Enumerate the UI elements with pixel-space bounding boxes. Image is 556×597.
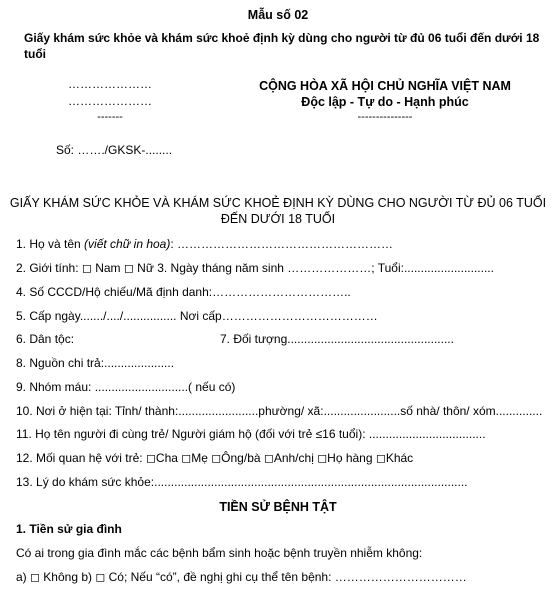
document-number: Số: ……./GKSK-........ [56, 143, 173, 157]
field-blood-type: 9. Nhóm máu: ............................( nếu có) [16, 380, 236, 394]
field-gender-dob-age: 2. Giới tính: ◻ Nam ◻ Nữ 3. Ngày tháng năm sinh …………………; Tuổi:........................... [16, 261, 494, 275]
document-title-line2: ĐẾN DƯỚI 18 TUỔI [220, 212, 336, 226]
agency-separator: ------- [97, 111, 123, 123]
section-title: TIỀN SỬ BỆNH TẬT [219, 500, 337, 514]
field-id-number: 4. Số CCCD/Hộ chiếu/Mã định danh:…………………………….. [16, 285, 351, 299]
form-subtitle-line1: Giấy khám sức khỏe và khám sức khoẻ định kỳ dùng cho người từ đủ 06 tuổi đến dưới 18 [24, 31, 540, 45]
field-payment-source: 8. Nguồn chi trả:..................... [16, 356, 175, 370]
field-full-name-hint: (viết chữ in hoa) [84, 237, 171, 251]
agency-line1: ………………… [68, 77, 152, 91]
form-subtitle-line2: tuổi [24, 47, 46, 61]
field-full-name [16, 237, 393, 251]
field-full-name-label: 1. Họ và tên [16, 237, 85, 251]
nation-name: CỘNG HÒA XÃ HỘI CHỦ NGHĨA VIỆT NAM [259, 79, 511, 93]
field-relationship: 12. Mối quan hệ với trẻ: ◻Cha ◻Mẹ ◻Ông/bà ◻Anh/chị ◻Họ hàng ◻Khác [16, 451, 414, 465]
field-full-name-blank: : ……………………………………………… [170, 237, 394, 251]
subsection-title: 1. Tiền sử gia đình [16, 522, 122, 536]
agency-line2: ………………… [68, 94, 152, 108]
nation-motto: Độc lập - Tự do - Hạnh phúc [301, 95, 469, 109]
document-title-line1: GIẤY KHÁM SỨC KHỎE VÀ KHÁM SỨC KHOẺ ĐỊNH KỲ DÙNG CHO NGƯỜI TỪ ĐỦ 06 TUỔI [9, 196, 547, 210]
field-guardian-name: 11. Họ tên người đi cùng trẻ/ Người giám hộ (đối với trẻ ≤16 tuổi): ................................... [16, 427, 486, 441]
nation-separator: --------------- [357, 111, 413, 123]
field-subject: 7. Đối tượng.................................................. [220, 332, 454, 346]
family-history-question: Có ai trong gia đình mắc các bệnh bẩm sinh hoặc bệnh truyền nhiễm không: [16, 546, 423, 560]
field-ethnicity: 6. Dân tộc: [16, 332, 75, 346]
field-exam-reason: 13. Lý do khám sức khỏe:.............................................................................................. [16, 475, 468, 489]
form-number: Mẫu số 02 [247, 8, 309, 22]
family-history-answer: a) ◻ Không b) ◻ Có; Nếu “có”, đề nghị ghi cụ thể tên bệnh: …………………………… [16, 570, 467, 584]
field-issue-date-place: 5. Cấp ngày......./..../................ Nơi cấp………………………………… [16, 309, 378, 323]
field-current-address: 10. Nơi ở hiện tại: Tỉnh/ thành:........................phường/ xã:.......................số nhà/ thôn/ xóm.............. [16, 404, 543, 418]
